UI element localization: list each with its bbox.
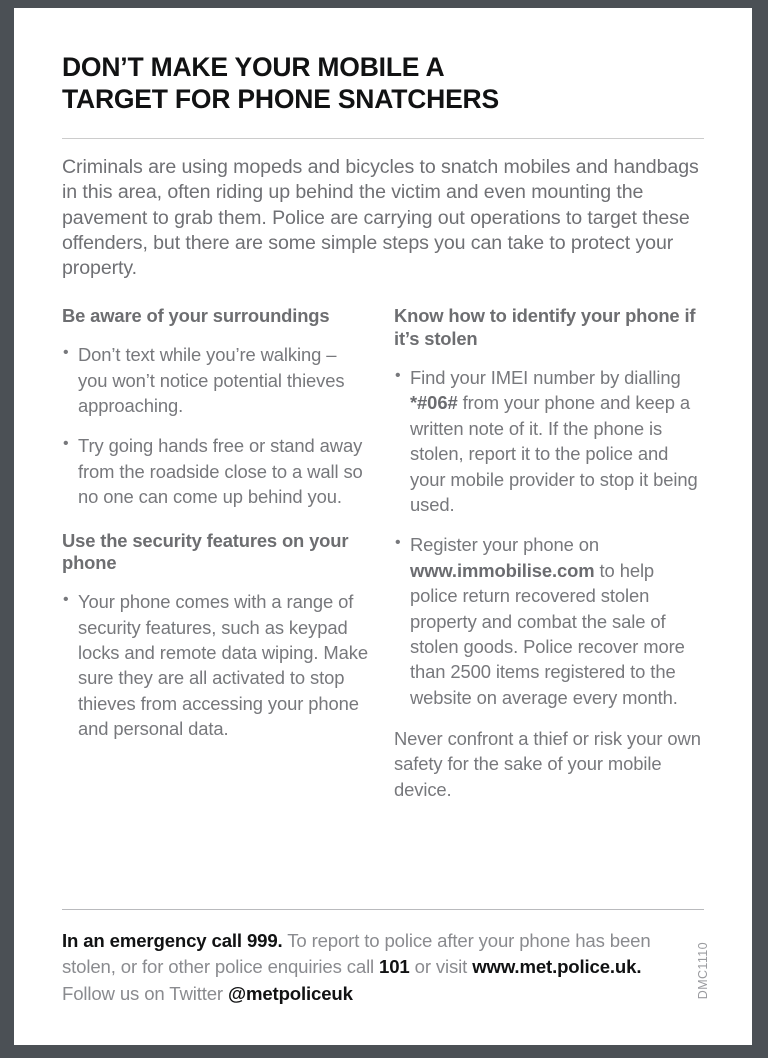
twitter-handle-link[interactable]: @metpoliceuk [227,982,353,1004]
immobilise-website-link[interactable]: www.immobilise.com [410,559,595,581]
met-police-website-link[interactable]: www.met.police.uk. [472,956,642,978]
imei-dial-code: *#06# [410,392,458,414]
leaflet-page [14,8,752,1045]
page-title-line-1: DON’T MAKE YOUR MOBILE A [62,52,445,82]
reference-code: DMC1110 [696,941,710,999]
right-column [394,305,704,802]
bullet-text-post: to help police return recovered stolen property and combat the sale of stolen goods. Police recover more than 2500 items registered to the website on average every month. [410,559,685,708]
list-item: • Don’t text while you’re walking – you won’t notice potential thieves approaching. [62,342,370,418]
bullet-text-pre: Find your IMEI number by dialling [410,367,681,389]
left-column [62,305,394,741]
page-title [62,8,704,115]
emergency-call-label: In an emergency call 999. [62,929,283,951]
footer [62,909,710,1007]
left-section-2-heading: Use the security features on your phone [62,529,349,574]
right-section-1-heading: Know how to identify your phone if it’s stolen [394,305,696,350]
bullet-text-post: from your phone and keep a written note of it. If the phone is stolen, report it to the police and your mobile provider to stop it being used. [410,392,698,515]
page-title-line-2: TARGET FOR PHONE SNATCHERS [62,83,499,114]
left-section-1-heading: Be aware of your surroundings [62,305,330,327]
title-divider [62,138,704,139]
list-item: • Try going hands free or stand away from the roadside close to a wall so no one can come up behind you. [62,433,370,509]
footer-text-part-1: To report to police after your phone has been stolen, or for other police enquiries call [62,929,651,978]
footer-text-part-3: Follow us on Twitter [62,982,228,1004]
footer-text-part-2: or visit [409,956,473,978]
list-item: • Your phone comes with a range of security features, such as keypad locks and remote data wiping. Make sure they are all activated to stop thieves from accessing your phone and personal data. [62,589,370,741]
right-section-1-bullets [394,365,704,710]
footer-divider [62,909,704,910]
non-emergency-number: 101 [379,956,410,978]
intro-paragraph: Criminals are using mopeds and bicycles to snatch mobiles and handbags in this area, often riding up behind the victim and even mounting the pavement to grab them. Police are carrying out operations to target these offenders, but there are some simple steps you can take to protect your property. [62,156,699,280]
left-section-1-bullets [62,342,370,509]
footer-text [62,928,692,1007]
right-closing-paragraph: Never confront a thief or risk your own safety for the sake of your mobile device. [394,728,701,800]
content-columns [62,305,704,802]
list-item [394,532,704,710]
list-item [394,365,704,517]
left-section-2-bullets [62,589,370,741]
bullet-text-pre: Register your phone on [410,534,599,556]
